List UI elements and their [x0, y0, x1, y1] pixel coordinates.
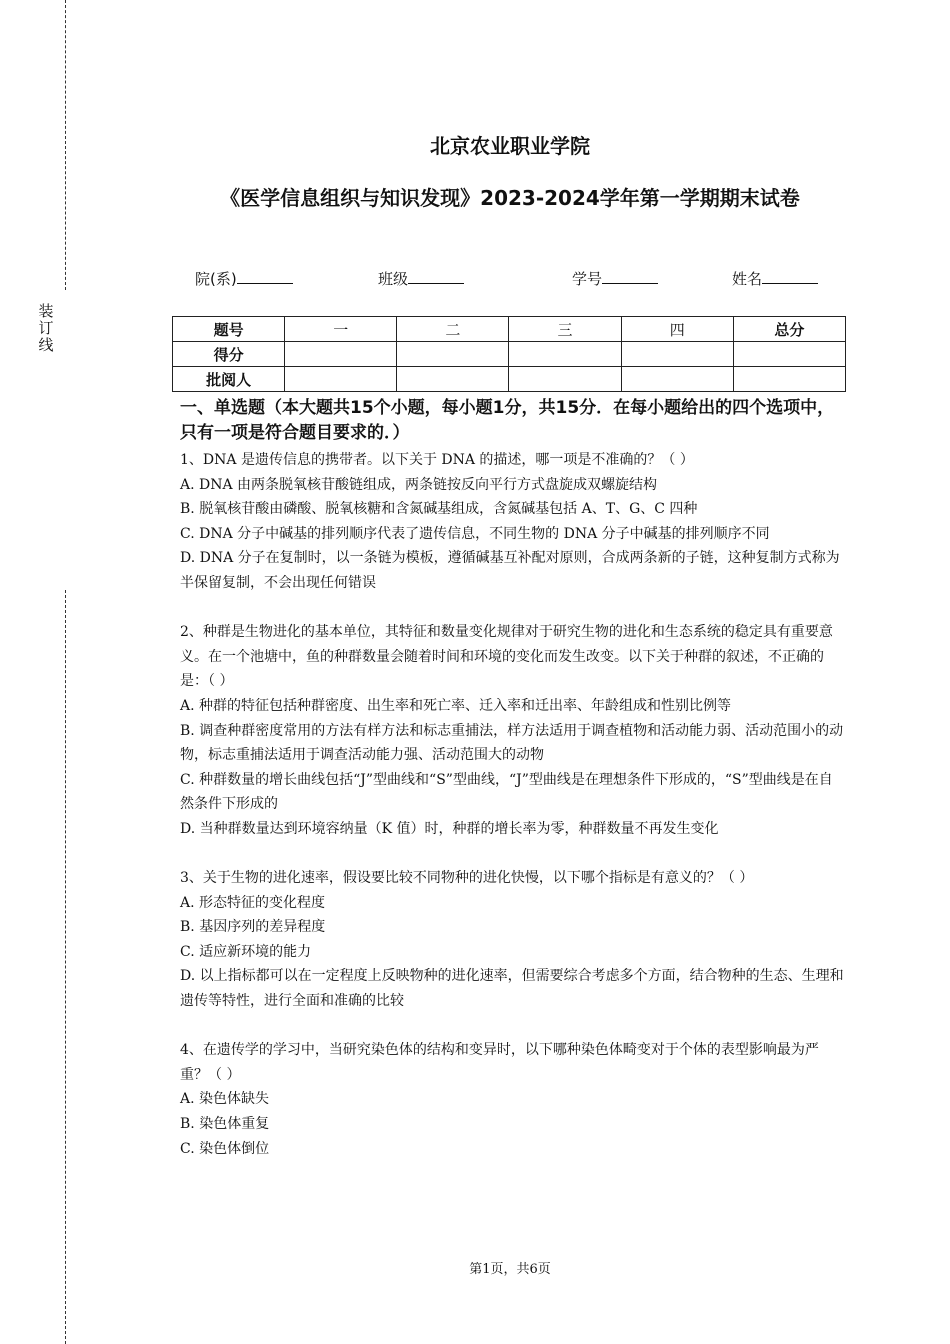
score-table-row — [173, 367, 846, 392]
name-field[interactable] — [732, 268, 818, 289]
name-blank[interactable] — [762, 268, 818, 284]
grader-input-cell[interactable] — [397, 367, 509, 392]
dept-label: 院(系) — [195, 270, 237, 288]
score-input-cell[interactable] — [285, 342, 397, 367]
table-cell: 三 — [509, 317, 621, 342]
page-number: 第1页，共6页 — [469, 1262, 551, 1277]
option-b: B. 脱氧核苷酸由磷酸、脱氧核糖和含氮碱基组成，含氮碱基包括 A、T、G、C 四种 — [180, 501, 698, 518]
dept-blank[interactable] — [237, 268, 293, 284]
binding-label — [36, 303, 56, 354]
binding-dashed-line-bottom — [65, 590, 66, 1344]
option-c: C. 种群数量的增长曲线包括“J”型曲线和“S”型曲线，“J”型曲线是在理想条件下形成的，“S”型曲线是在自然条件下形成的 — [180, 771, 833, 813]
grader-input-cell[interactable] — [509, 367, 621, 392]
question-stem: 3、关于生物的进化速率，假设要比较不同物种的进化快慢，以下哪个指标是有意义的？（ ） — [180, 870, 754, 887]
option-c: C. 适应新环境的能力 — [180, 943, 312, 960]
score-table-header-row — [173, 317, 846, 342]
question-1 — [180, 448, 846, 596]
score-input-cell[interactable] — [397, 342, 509, 367]
table-cell: 四 — [621, 317, 733, 342]
school-title: 北京农业职业学院 — [430, 134, 590, 158]
score-input-cell[interactable] — [621, 342, 733, 367]
class-blank[interactable] — [408, 268, 464, 284]
student-info-row — [0, 268, 950, 292]
table-cell: 一 — [285, 317, 397, 342]
table-cell: 题号 — [173, 317, 285, 342]
dept-field[interactable] — [195, 268, 293, 289]
option-b: B. 染色体重复 — [180, 1116, 270, 1133]
question-3 — [180, 866, 846, 1014]
table-cell: 批阅人 — [173, 367, 285, 392]
grader-input-cell[interactable] — [285, 367, 397, 392]
score-input-cell[interactable] — [509, 342, 621, 367]
question-stem: 2、种群是生物进化的基本单位，其特征和数量变化规律对于研究生物的进化和生态系统的稳定具有重要意义。在一个池塘中，鱼的种群数量会随着时间和环境的变化而发生改变。以下关于种群的叙述，不正确的是：（ ） — [180, 624, 833, 690]
grader-input-cell[interactable] — [621, 367, 733, 392]
section-heading: 一、单选题（本大题共15个小题，每小题1分，共15分．在每小题给出的四个选项中，只有一项是符合题目要求的．） — [180, 398, 835, 443]
question-stem: 4、在遗传学的学习中，当研究染色体的结构和变异时，以下哪种染色体畸变对于个体的表型影响最为严重？（ ） — [180, 1042, 819, 1083]
option-b: B. 基因序列的差异程度 — [180, 919, 326, 936]
option-d: D. 以上指标都可以在一定程度上反映物种的进化速率，但需要综合考虑多个方面，结合物种的生态、生理和遗传等特性，进行全面和准确的比较 — [180, 968, 844, 1010]
question-2 — [180, 620, 846, 841]
score-input-cell[interactable] — [733, 342, 845, 367]
binding-char: 装 — [38, 302, 54, 320]
option-a: A. 形态特征的变化程度 — [180, 894, 326, 911]
spacer — [180, 1014, 846, 1039]
grader-input-cell[interactable] — [733, 367, 845, 392]
option-a: A. 种群的特征包括种群密度、出生率和死亡率、迁入率和迁出率、年龄组成和性别比例等 — [180, 697, 732, 714]
class-field[interactable] — [378, 268, 464, 289]
binding-char: 订 — [38, 319, 54, 337]
option-c: C. DNA 分子中碱基的排列顺序代表了遗传信息，不同生物的 DNA 分子中碱基的排列顺序不同 — [180, 525, 770, 542]
option-c: C. 染色体倒位 — [180, 1140, 270, 1157]
table-cell: 二 — [397, 317, 509, 342]
student-id-blank[interactable] — [602, 268, 658, 284]
option-d: D. DNA 分子在复制时，以一条链为模板，遵循碱基互补配对原则，合成两条新的子链，这种复制方式称为半保留复制，不会出现任何错误 — [180, 550, 840, 591]
binding-char: 线 — [38, 336, 54, 354]
exam-title: 《医学信息组织与知识发现》2023-2024学年第一学期期末试卷 — [220, 186, 800, 210]
student-id-label: 学号 — [572, 270, 603, 288]
exam-content — [180, 396, 846, 1161]
option-a: A. 染色体缺失 — [180, 1091, 270, 1108]
spacer — [180, 842, 846, 867]
option-d: D. 当种群数量达到环境容纳量（K 值）时，种群的增长率为零，种群数量不再发生变化 — [180, 820, 719, 837]
name-label: 姓名 — [732, 270, 763, 288]
score-table — [172, 316, 846, 392]
table-cell: 总分 — [733, 317, 845, 342]
class-label: 班级 — [378, 270, 409, 288]
spacer — [180, 596, 846, 621]
student-id-field[interactable] — [572, 268, 658, 289]
option-b: B. 调查种群密度常用的方法有样方法和标志重捕法，样方法适用于调查植物和活动能力弱、活动范围小的动物，标志重捕法适用于调查活动能力强、活动范围大的动物 — [180, 722, 844, 764]
table-cell: 得分 — [173, 342, 285, 367]
option-a: A. DNA 由两条脱氧核苷酸链组成，两条链按反向平行方式盘旋成双螺旋结构 — [180, 476, 658, 493]
question-4 — [180, 1038, 846, 1161]
score-table-row — [173, 342, 846, 367]
question-stem: 1、DNA 是遗传信息的携带者。以下关于 DNA 的描述，哪一项是不准确的？（ ） — [180, 452, 694, 468]
